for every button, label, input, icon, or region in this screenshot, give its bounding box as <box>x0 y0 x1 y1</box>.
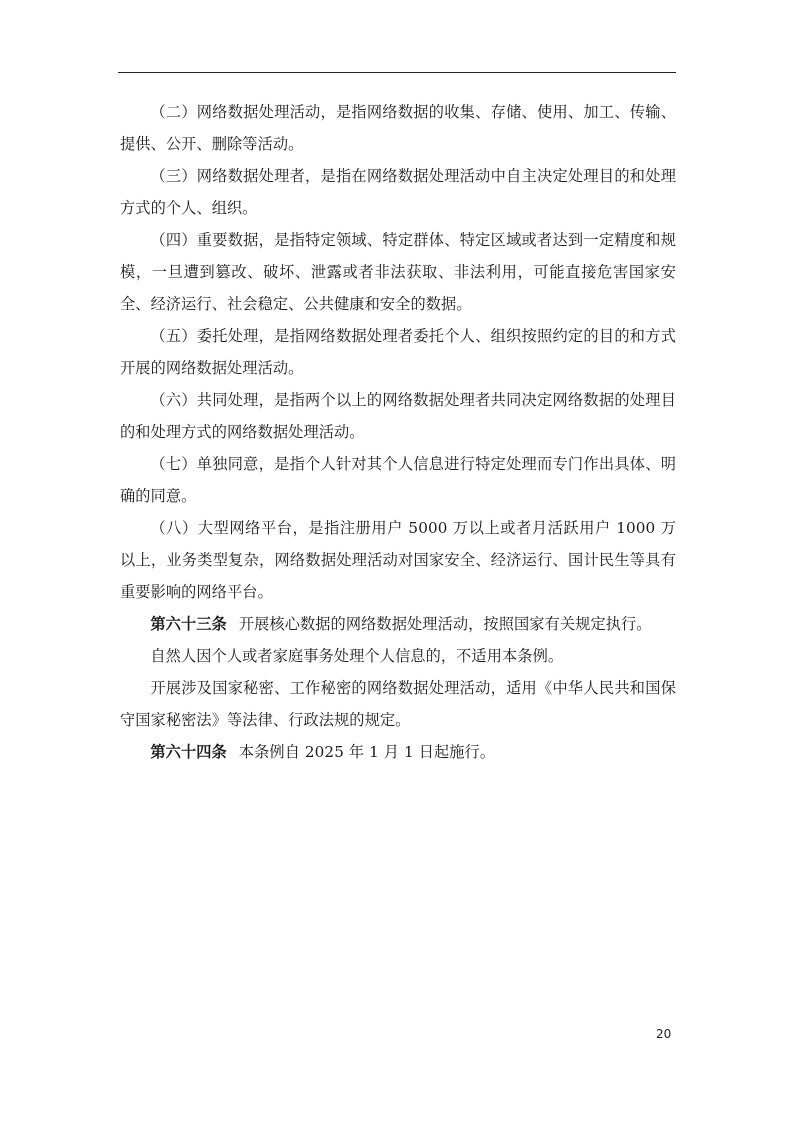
article-heading: 第六十三条 <box>150 615 227 633</box>
paragraph-definition-7 <box>120 448 676 512</box>
header-rule <box>118 72 676 73</box>
article-heading: 第六十四条 <box>150 743 227 761</box>
paragraph-text: （七）单独同意，是指个人针对其个人信息进行特定处理而专门作出具体、明确的同意。 <box>120 455 676 505</box>
paragraph-text: （八）大型网络平台，是指注册用户 5000 万以上或者月活跃用户 1000 万以上，业务类型复杂，网络数据处理活动对国家安全、经济运行、国计民生等具有重要影响的网络平台。 <box>120 519 676 601</box>
paragraph-definition-8 <box>120 512 676 608</box>
paragraph-text: 本条例自 2025 年 1 月 1 日起施行。 <box>238 743 496 761</box>
paragraph-definition-6 <box>120 384 676 448</box>
article-64 <box>120 736 676 768</box>
paragraph-definition-4 <box>120 224 676 320</box>
article-63 <box>120 608 676 640</box>
document-body <box>120 96 676 768</box>
paragraph-text: （五）委托处理，是指网络数据处理者委托个人、组织按照约定的目的和方式开展的网络数据处理活动。 <box>120 327 676 377</box>
article-63-paragraph-3 <box>120 672 676 736</box>
paragraph-text: （四）重要数据，是指特定领域、特定群体、特定区域或者达到一定精度和规模，一旦遭到篡改、破坏、泄露或者非法获取、非法利用，可能直接危害国家安全、经济运行、社会稳定、公共健康和安全的数据。 <box>120 231 676 313</box>
paragraph-text: （六）共同处理，是指两个以上的网络数据处理者共同决定网络数据的处理目的和处理方式的网络数据处理活动。 <box>120 391 676 441</box>
paragraph-text: （三）网络数据处理者，是指在网络数据处理活动中自主决定处理目的和处理方式的个人、组织。 <box>120 167 676 217</box>
page-number: 20 <box>656 1027 672 1041</box>
paragraph-text: 开展核心数据的网络数据处理活动，按照国家有关规定执行。 <box>238 615 652 633</box>
paragraph-definition-3 <box>120 160 676 224</box>
paragraph-text: 自然人因个人或者家庭事务处理个人信息的，不适用本条例。 <box>150 647 564 665</box>
article-63-paragraph-2 <box>120 640 676 672</box>
paragraph-text: 开展涉及国家秘密、工作秘密的网络数据处理活动，适用《中华人民共和国保守国家秘密法》等法律、行政法规的规定。 <box>120 679 676 729</box>
paragraph-definition-5 <box>120 320 676 384</box>
paragraph-definition-2 <box>120 96 676 160</box>
paragraph-text: （二）网络数据处理活动，是指网络数据的收集、存储、使用、加工、传输、提供、公开、删除等活动。 <box>120 103 676 153</box>
